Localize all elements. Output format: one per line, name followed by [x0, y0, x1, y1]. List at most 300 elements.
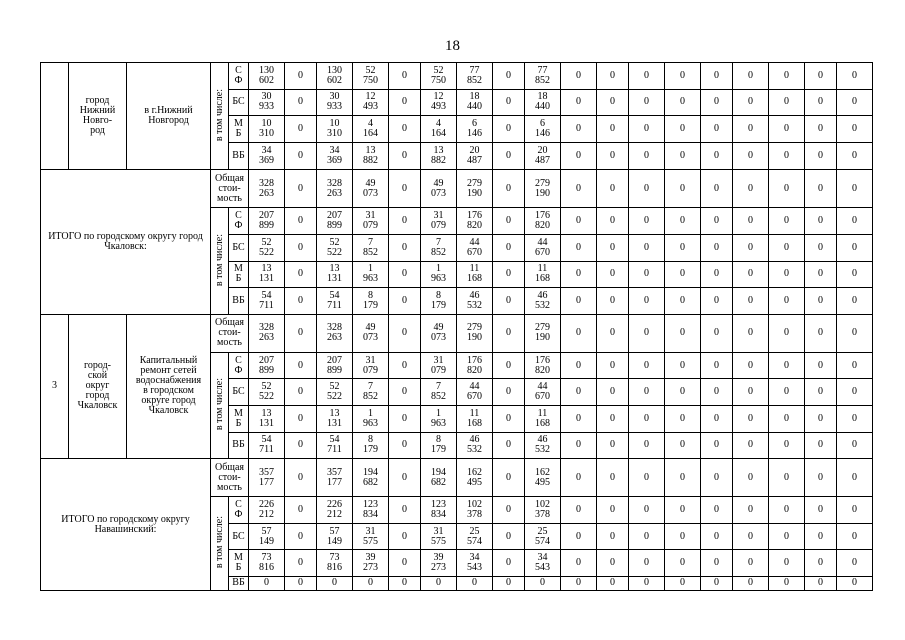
value-cell: 0: [561, 261, 597, 288]
value-cell: 0: [285, 523, 317, 550]
value-cell: 0: [629, 208, 665, 235]
funding-source: С Ф: [229, 497, 249, 524]
value-cell: 0: [769, 89, 805, 116]
value-cell: 0: [837, 459, 873, 497]
value-cell: 0: [493, 576, 525, 590]
value-cell: 0: [769, 379, 805, 406]
value-cell: 0: [493, 63, 525, 90]
value-cell: 0: [805, 261, 837, 288]
value-cell: 34 543: [525, 550, 561, 577]
value-cell: 13 131: [249, 261, 285, 288]
value-cell: 0: [733, 379, 769, 406]
value-cell: 194 682: [353, 459, 389, 497]
value-cell: 328 263: [249, 314, 285, 352]
funding-source: ВБ: [229, 576, 249, 590]
value-cell: 10 310: [317, 116, 353, 143]
value-cell: 0: [597, 432, 629, 459]
total-cost-label: Общая стои- мость: [211, 314, 249, 352]
value-cell: 0: [285, 550, 317, 577]
value-cell: 31 575: [421, 523, 457, 550]
value-cell: 54 711: [317, 432, 353, 459]
value-cell: 18 440: [457, 89, 493, 116]
value-cell: 11 168: [525, 261, 561, 288]
value-cell: 0: [837, 261, 873, 288]
vertical-label: в том числе:: [214, 516, 225, 569]
value-cell: 7 852: [421, 235, 457, 262]
value-cell: 0: [665, 379, 701, 406]
value-cell: 0: [837, 352, 873, 379]
funding-source: ВБ: [229, 288, 249, 315]
value-cell: 0: [285, 314, 317, 352]
value-cell: 0: [457, 576, 493, 590]
value-cell: 0: [597, 63, 629, 90]
value-cell: 0: [665, 523, 701, 550]
value-cell: 0: [837, 63, 873, 90]
value-cell: 0: [597, 459, 629, 497]
value-cell: 328 263: [249, 170, 285, 208]
value-cell: 13 882: [421, 142, 457, 170]
value-cell: 0: [597, 170, 629, 208]
value-cell: 25 574: [525, 523, 561, 550]
value-cell: 0: [389, 379, 421, 406]
value-cell: 20 487: [525, 142, 561, 170]
value-cell: 1 963: [353, 261, 389, 288]
value-cell: 0: [665, 497, 701, 524]
value-cell: 0: [389, 550, 421, 577]
value-cell: 0: [597, 352, 629, 379]
value-cell: 0: [317, 576, 353, 590]
value-cell: 0: [285, 235, 317, 262]
value-cell: 0: [493, 459, 525, 497]
value-cell: 0: [805, 63, 837, 90]
value-cell: 130 602: [249, 63, 285, 90]
value-cell: 0: [837, 116, 873, 143]
value-cell: 0: [665, 576, 701, 590]
value-cell: 0: [701, 379, 733, 406]
value-cell: 0: [805, 89, 837, 116]
value-cell: 0: [733, 523, 769, 550]
value-cell: 0: [389, 576, 421, 590]
value-cell: 34 369: [317, 142, 353, 170]
value-cell: 0: [629, 352, 665, 379]
value-cell: 0: [493, 142, 525, 170]
funding-source: М Б: [229, 550, 249, 577]
value-cell: 0: [733, 576, 769, 590]
value-cell: 0: [285, 208, 317, 235]
value-cell: 52 750: [421, 63, 457, 90]
total-label: ИТОГО по городскому округу Навашинский:: [41, 459, 211, 591]
value-cell: 0: [701, 235, 733, 262]
value-cell: 0: [493, 89, 525, 116]
value-cell: 0: [389, 89, 421, 116]
value-cell: 46 532: [525, 288, 561, 315]
value-cell: 0: [805, 550, 837, 577]
value-cell: 226 212: [249, 497, 285, 524]
value-cell: 0: [389, 406, 421, 433]
value-cell: 1 963: [353, 406, 389, 433]
funding-source: БС: [229, 89, 249, 116]
value-cell: 0: [249, 576, 285, 590]
value-cell: 0: [805, 288, 837, 315]
value-cell: 39 273: [353, 550, 389, 577]
value-cell: 0: [701, 550, 733, 577]
value-cell: 0: [493, 170, 525, 208]
value-cell: 0: [805, 497, 837, 524]
value-cell: 0: [701, 432, 733, 459]
value-cell: 13 131: [317, 261, 353, 288]
value-cell: 0: [805, 235, 837, 262]
value-cell: 0: [629, 523, 665, 550]
value-cell: 0: [629, 379, 665, 406]
value-cell: 18 440: [525, 89, 561, 116]
value-cell: 0: [769, 576, 805, 590]
value-cell: 0: [701, 142, 733, 170]
value-cell: 162 495: [457, 459, 493, 497]
value-cell: 0: [665, 288, 701, 315]
district-name: город- ской округ город Чкаловск: [69, 314, 127, 458]
value-cell: 123 834: [421, 497, 457, 524]
value-cell: 0: [701, 406, 733, 433]
value-cell: 0: [701, 63, 733, 90]
value-cell: 44 670: [525, 235, 561, 262]
value-cell: 10 310: [249, 116, 285, 143]
value-cell: 0: [733, 288, 769, 315]
value-cell: 57 149: [249, 523, 285, 550]
value-cell: 0: [629, 288, 665, 315]
value-cell: 162 495: [525, 459, 561, 497]
value-cell: 0: [733, 170, 769, 208]
value-cell: 0: [597, 314, 629, 352]
budget-table: [40, 62, 873, 591]
value-cell: 0: [561, 550, 597, 577]
value-cell: 0: [285, 576, 317, 590]
value-cell: 30 933: [249, 89, 285, 116]
value-cell: 207 899: [317, 352, 353, 379]
funding-source: М Б: [229, 116, 249, 143]
value-cell: 0: [769, 170, 805, 208]
value-cell: 77 852: [525, 63, 561, 90]
value-cell: 0: [629, 314, 665, 352]
value-cell: 0: [769, 63, 805, 90]
value-cell: 0: [561, 432, 597, 459]
row-number: 3: [41, 314, 69, 458]
value-cell: 0: [389, 314, 421, 352]
value-cell: 0: [389, 288, 421, 315]
value-cell: 0: [389, 142, 421, 170]
value-cell: 0: [597, 89, 629, 116]
value-cell: 0: [493, 432, 525, 459]
value-cell: 0: [493, 352, 525, 379]
value-cell: 0: [597, 576, 629, 590]
vertical-label: в том числе:: [214, 377, 225, 431]
value-cell: 102 378: [457, 497, 493, 524]
value-cell: 176 820: [525, 208, 561, 235]
value-cell: 0: [769, 142, 805, 170]
value-cell: 0: [665, 142, 701, 170]
value-cell: 0: [837, 142, 873, 170]
value-cell: 0: [629, 89, 665, 116]
value-cell: 0: [701, 352, 733, 379]
value-cell: 0: [493, 497, 525, 524]
value-cell: 1 963: [421, 261, 457, 288]
funding-source: ВБ: [229, 432, 249, 459]
value-cell: 0: [525, 576, 561, 590]
value-cell: 279 190: [525, 170, 561, 208]
value-cell: 7 852: [353, 235, 389, 262]
value-cell: 0: [285, 116, 317, 143]
value-cell: 0: [389, 170, 421, 208]
value-cell: 44 670: [525, 379, 561, 406]
value-cell: 0: [665, 89, 701, 116]
value-cell: 25 574: [457, 523, 493, 550]
value-cell: 0: [805, 576, 837, 590]
value-cell: 0: [665, 63, 701, 90]
value-cell: 8 179: [353, 288, 389, 315]
value-cell: 0: [733, 208, 769, 235]
value-cell: 34 369: [249, 142, 285, 170]
value-cell: 30 933: [317, 89, 353, 116]
value-cell: 0: [285, 63, 317, 90]
value-cell: 0: [285, 142, 317, 170]
value-cell: 0: [389, 432, 421, 459]
value-cell: 0: [629, 459, 665, 497]
value-cell: 0: [837, 576, 873, 590]
value-cell: 0: [769, 314, 805, 352]
funding-source: М Б: [229, 261, 249, 288]
value-cell: 0: [493, 314, 525, 352]
value-cell: 0: [837, 406, 873, 433]
value-cell: 0: [837, 497, 873, 524]
value-cell: 0: [629, 142, 665, 170]
value-cell: 0: [561, 314, 597, 352]
value-cell: 11 168: [525, 406, 561, 433]
value-cell: 11 168: [457, 406, 493, 433]
value-cell: 0: [733, 432, 769, 459]
value-cell: 0: [769, 406, 805, 433]
value-cell: 0: [597, 208, 629, 235]
value-cell: 0: [837, 235, 873, 262]
value-cell: 0: [769, 432, 805, 459]
district-name: город Нижний Новго- род: [69, 63, 127, 170]
funding-source: БС: [229, 235, 249, 262]
value-cell: 0: [733, 550, 769, 577]
value-cell: 0: [389, 208, 421, 235]
value-cell: 0: [561, 459, 597, 497]
value-cell: 0: [769, 116, 805, 143]
value-cell: 0: [769, 208, 805, 235]
value-cell: 0: [561, 288, 597, 315]
value-cell: 0: [629, 432, 665, 459]
value-cell: 0: [561, 208, 597, 235]
value-cell: 0: [629, 63, 665, 90]
value-cell: 0: [805, 459, 837, 497]
value-cell: 207 899: [249, 208, 285, 235]
value-cell: 49 073: [421, 170, 457, 208]
value-cell: 39 273: [421, 550, 457, 577]
including-label: [211, 63, 229, 170]
value-cell: 0: [285, 89, 317, 116]
value-cell: 0: [493, 261, 525, 288]
value-cell: 357 177: [249, 459, 285, 497]
value-cell: 0: [665, 170, 701, 208]
value-cell: 0: [285, 170, 317, 208]
value-cell: 49 073: [353, 170, 389, 208]
value-cell: 0: [493, 379, 525, 406]
value-cell: 49 073: [421, 314, 457, 352]
value-cell: 0: [769, 352, 805, 379]
value-cell: 279 190: [525, 314, 561, 352]
value-cell: 0: [837, 379, 873, 406]
value-cell: 46 532: [457, 432, 493, 459]
value-cell: 4 164: [353, 116, 389, 143]
value-cell: 0: [805, 314, 837, 352]
value-cell: 0: [733, 63, 769, 90]
value-cell: 0: [629, 235, 665, 262]
value-cell: 0: [561, 142, 597, 170]
value-cell: 0: [561, 406, 597, 433]
value-cell: 7 852: [353, 379, 389, 406]
table-row: [41, 459, 873, 497]
value-cell: 0: [629, 170, 665, 208]
value-cell: 0: [805, 523, 837, 550]
value-cell: 0: [665, 352, 701, 379]
value-cell: 0: [285, 352, 317, 379]
value-cell: 4 164: [421, 116, 457, 143]
value-cell: 0: [837, 170, 873, 208]
value-cell: 0: [665, 208, 701, 235]
funding-source: БС: [229, 379, 249, 406]
value-cell: 0: [285, 497, 317, 524]
value-cell: 31 079: [353, 352, 389, 379]
value-cell: 44 670: [457, 379, 493, 406]
value-cell: 0: [285, 379, 317, 406]
value-cell: 0: [561, 576, 597, 590]
table-row: [41, 314, 873, 352]
value-cell: 0: [701, 459, 733, 497]
page-number: 18: [445, 38, 460, 54]
value-cell: 123 834: [353, 497, 389, 524]
value-cell: 0: [837, 89, 873, 116]
value-cell: 13 882: [353, 142, 389, 170]
value-cell: 52 522: [249, 235, 285, 262]
value-cell: 0: [389, 497, 421, 524]
value-cell: 0: [493, 406, 525, 433]
value-cell: 0: [769, 235, 805, 262]
value-cell: 52 522: [317, 379, 353, 406]
value-cell: 0: [701, 208, 733, 235]
value-cell: 0: [701, 497, 733, 524]
value-cell: 0: [629, 116, 665, 143]
value-cell: 12 493: [353, 89, 389, 116]
value-cell: 0: [597, 379, 629, 406]
value-cell: 54 711: [249, 432, 285, 459]
value-cell: 0: [837, 523, 873, 550]
value-cell: 0: [597, 497, 629, 524]
total-label: ИТОГО по городскому округу город Чкаловск:: [41, 170, 211, 314]
value-cell: 54 711: [317, 288, 353, 315]
vertical-label: в том числе:: [214, 88, 225, 141]
value-cell: 194 682: [421, 459, 457, 497]
vertical-label: в том числе:: [214, 233, 225, 286]
value-cell: 0: [805, 406, 837, 433]
value-cell: 0: [561, 523, 597, 550]
including-label: [211, 352, 229, 458]
value-cell: 0: [285, 459, 317, 497]
value-cell: 226 212: [317, 497, 353, 524]
value-cell: 0: [701, 261, 733, 288]
value-cell: 0: [733, 497, 769, 524]
value-cell: 0: [597, 550, 629, 577]
value-cell: 0: [805, 116, 837, 143]
value-cell: 0: [597, 142, 629, 170]
value-cell: 0: [389, 459, 421, 497]
value-cell: 0: [421, 576, 457, 590]
value-cell: 73 816: [249, 550, 285, 577]
value-cell: 0: [769, 550, 805, 577]
value-cell: 0: [805, 379, 837, 406]
value-cell: 328 263: [317, 170, 353, 208]
value-cell: 13 131: [249, 406, 285, 433]
value-cell: 0: [389, 235, 421, 262]
value-cell: 0: [493, 550, 525, 577]
value-cell: 34 543: [457, 550, 493, 577]
value-cell: 0: [837, 432, 873, 459]
value-cell: 0: [769, 459, 805, 497]
value-cell: 130 602: [317, 63, 353, 90]
value-cell: 0: [285, 406, 317, 433]
value-cell: 0: [769, 497, 805, 524]
value-cell: 0: [805, 170, 837, 208]
value-cell: 0: [701, 170, 733, 208]
funding-source: С Ф: [229, 352, 249, 379]
value-cell: 0: [389, 261, 421, 288]
value-cell: 0: [389, 116, 421, 143]
table-row: [41, 170, 873, 208]
value-cell: 176 820: [457, 208, 493, 235]
value-cell: 0: [561, 63, 597, 90]
value-cell: 0: [701, 288, 733, 315]
value-cell: 0: [597, 288, 629, 315]
table-row: [41, 63, 873, 90]
value-cell: 0: [701, 314, 733, 352]
value-cell: 0: [837, 314, 873, 352]
value-cell: 0: [493, 288, 525, 315]
value-cell: 44 670: [457, 235, 493, 262]
value-cell: 0: [493, 523, 525, 550]
value-cell: 0: [353, 576, 389, 590]
value-cell: 0: [733, 406, 769, 433]
value-cell: 0: [701, 116, 733, 143]
value-cell: 77 852: [457, 63, 493, 90]
value-cell: 0: [285, 288, 317, 315]
value-cell: 328 263: [317, 314, 353, 352]
value-cell: 102 378: [525, 497, 561, 524]
value-cell: 0: [561, 379, 597, 406]
value-cell: 6 146: [525, 116, 561, 143]
funding-source: С Ф: [229, 63, 249, 90]
value-cell: 0: [665, 261, 701, 288]
value-cell: 357 177: [317, 459, 353, 497]
value-cell: 0: [629, 497, 665, 524]
value-cell: 0: [733, 261, 769, 288]
value-cell: 0: [493, 208, 525, 235]
value-cell: 31 079: [353, 208, 389, 235]
value-cell: 0: [597, 261, 629, 288]
value-cell: 31 079: [421, 352, 457, 379]
value-cell: 0: [493, 235, 525, 262]
value-cell: 0: [665, 116, 701, 143]
value-cell: 0: [837, 288, 873, 315]
